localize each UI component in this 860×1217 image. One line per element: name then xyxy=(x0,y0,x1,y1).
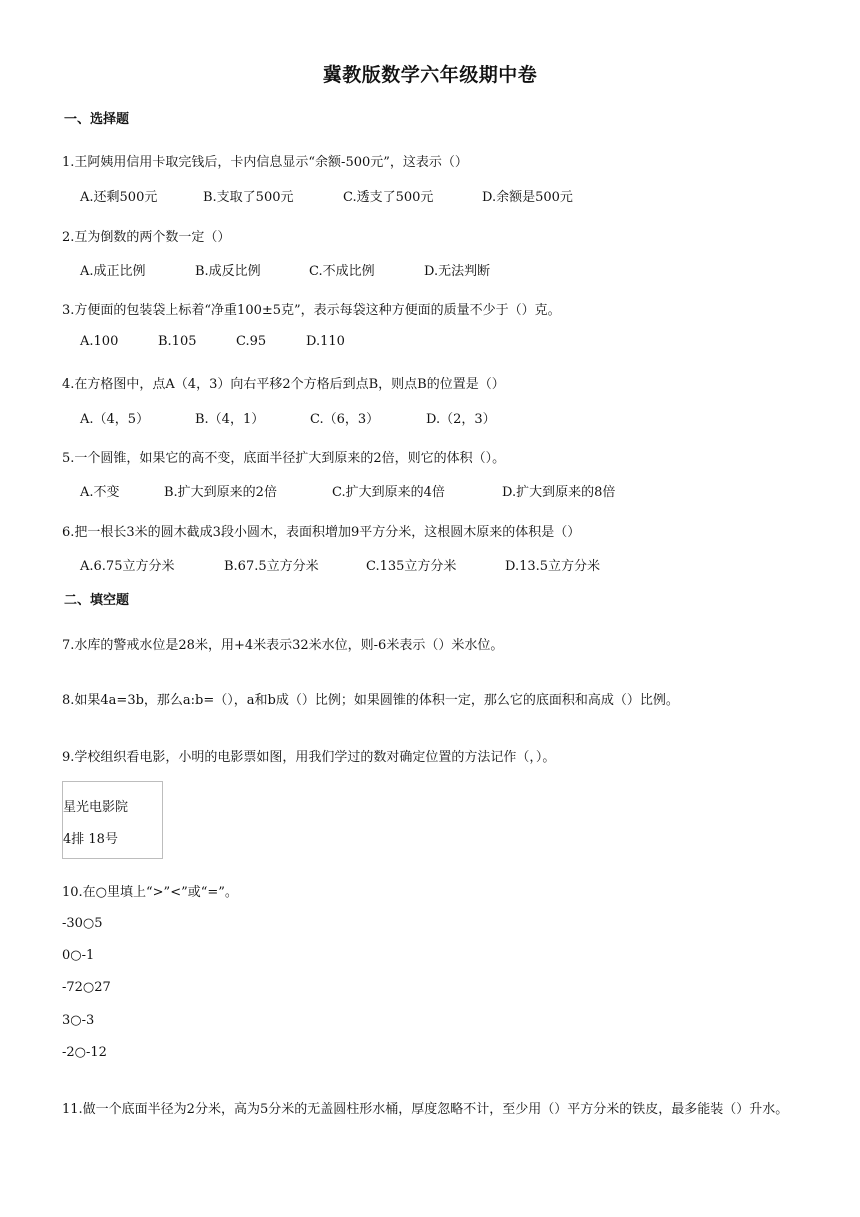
question-10: 10.在○里填上“>”<”或“=”。 xyxy=(62,885,238,900)
option-d: D.13.5立方分米 xyxy=(505,559,601,574)
option-c: C.95 xyxy=(236,334,267,349)
question-1: 1.王阿姨用信用卡取完钱后，卡内信息显示“余额-500元”，这表示（） xyxy=(62,155,468,170)
page-title: 冀教版数学六年级期中卷 xyxy=(322,64,538,86)
option-c: C.透支了500元 xyxy=(343,190,434,205)
question-4: 4.在方格图中，点A（4，3）向右平移2个方格后到点B，则点B的位置是（） xyxy=(62,377,505,392)
ticket-seat: 4排 18号 xyxy=(63,832,118,847)
question-3: 3.方便面的包装袋上标着“净重100±5克”，表示每袋这种方便面的质量不少于（）克。 xyxy=(62,303,561,318)
option-d: D.扩大到原来的8倍 xyxy=(502,485,616,500)
option-d: D.无法判断 xyxy=(424,264,491,279)
option-a: A.成正比例 xyxy=(80,264,146,279)
option-a: A.6.75立方分米 xyxy=(80,559,175,574)
option-a: A.100 xyxy=(80,334,119,349)
comparison-item: 0○-1 xyxy=(62,948,95,963)
question-11: 11.做一个底面半径为2分米，高为5分米的无盖圆柱形水桶，厚度忽略不计，至少用（）平方分米的铁皮，最多能装（）升水。 xyxy=(62,1102,789,1117)
option-a: A.不变 xyxy=(80,485,120,500)
question-5: 5.一个圆锥，如果它的高不变，底面半径扩大到原来的2倍，则它的体积（）。 xyxy=(62,451,506,466)
ticket-cinema-name: 星光电影院 xyxy=(63,800,129,815)
comparison-item: -72○27 xyxy=(62,980,111,995)
option-a: A.（4，5） xyxy=(80,412,150,427)
comparison-item: 3○-3 xyxy=(62,1013,95,1028)
option-b: B.105 xyxy=(158,334,197,349)
question-2: 2.互为倒数的两个数一定（） xyxy=(62,230,231,245)
option-b: B.支取了500元 xyxy=(203,190,294,205)
question-9: 9.学校组织看电影，小明的电影票如图，用我们学过的数对确定位置的方法记作（，）。 xyxy=(62,750,556,765)
option-c: C.（6，3） xyxy=(310,412,380,427)
option-a: A.还剩500元 xyxy=(80,190,158,205)
option-c: C.不成比例 xyxy=(309,264,375,279)
option-c: C.扩大到原来的4倍 xyxy=(332,485,445,500)
comparison-item: -30○5 xyxy=(62,916,103,931)
question-8: 8.如果4a=3b，那么a:b=（），a和b成（）比例；如果圆锥的体积一定，那么它的底面积和高成（）比例。 xyxy=(62,693,679,708)
option-b: B.成反比例 xyxy=(195,264,261,279)
option-d: D.110 xyxy=(306,334,345,349)
option-d: D.（2，3） xyxy=(426,412,496,427)
option-d: D.余额是500元 xyxy=(482,190,573,205)
option-c: C.135立方分米 xyxy=(366,559,457,574)
section-heading-choice: 一、选择题 xyxy=(64,112,130,127)
option-b: B.扩大到原来的2倍 xyxy=(164,485,277,500)
question-7: 7.水库的警戒水位是28米，用+4米表示32米水位，则-6米表示（）米水位。 xyxy=(62,638,504,653)
section-heading-fill: 二、填空题 xyxy=(64,593,130,608)
question-6: 6.把一根长3米的圆木截成3段小圆木，表面积增加9平方分米，这根圆木原来的体积是（） xyxy=(62,525,581,540)
option-b: B.（4，1） xyxy=(195,412,265,427)
option-b: B.67.5立方分米 xyxy=(224,559,319,574)
movie-ticket xyxy=(62,781,163,859)
comparison-item: -2○-12 xyxy=(62,1045,107,1060)
